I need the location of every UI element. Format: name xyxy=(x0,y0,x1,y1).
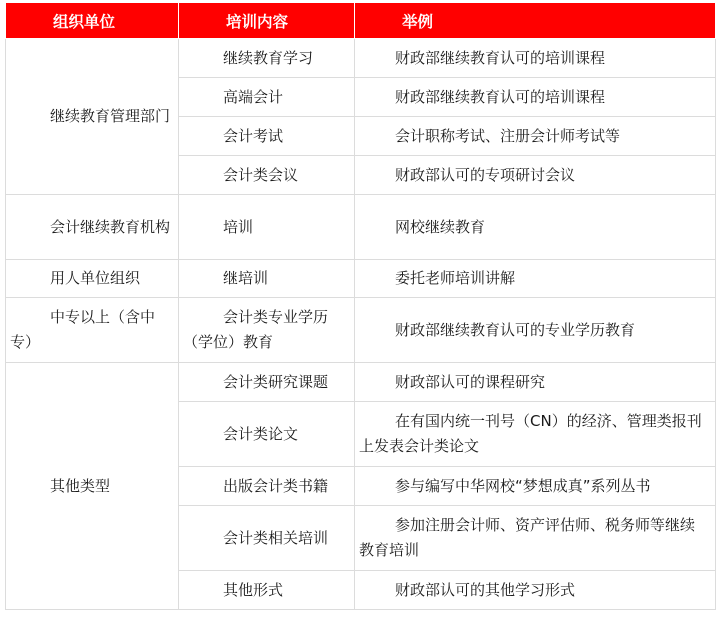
example-cell: 财政部继续教育认可的专业学历教育 xyxy=(355,298,716,363)
content-cell: 继续教育学习 xyxy=(179,39,355,78)
example-cell: 会计职称考试、注册会计师考试等 xyxy=(355,117,716,156)
table-header-row xyxy=(6,3,716,39)
content-cell: 继培训 xyxy=(179,260,355,298)
content-cell: 高端会计 xyxy=(179,78,355,117)
org-cell: 继续教育管理部门 xyxy=(6,39,179,195)
content-cell: 会计类相关培训 xyxy=(179,506,355,571)
table-row xyxy=(6,195,716,260)
header-org-unit: 组织单位 xyxy=(6,3,179,39)
header-example: 举例 xyxy=(355,3,716,39)
example-cell: 财政部认可的其他学习形式 xyxy=(355,571,716,610)
content-cell: 会计类论文 xyxy=(179,402,355,467)
example-cell: 委托老师培训讲解 xyxy=(355,260,716,298)
org-cell: 其他类型 xyxy=(6,363,179,610)
org-cell: 会计继续教育机构 xyxy=(6,195,179,260)
example-cell: 财政部继续教育认可的培训课程 xyxy=(355,78,716,117)
example-cell: 在有国内统一刊号（CN）的经济、管理类报刊上发表会计类论文 xyxy=(355,402,716,467)
content-cell: 会计类研究课题 xyxy=(179,363,355,402)
content-cell: 培训 xyxy=(179,195,355,260)
example-cell: 参加注册会计师、资产评估师、税务师等继续教育培训 xyxy=(355,506,716,571)
content-cell: 会计类专业学历（学位）教育 xyxy=(179,298,355,363)
example-cell: 财政部认可的专项研讨会议 xyxy=(355,156,716,195)
example-cell: 网校继续教育 xyxy=(355,195,716,260)
header-training-content: 培训内容 xyxy=(179,3,355,39)
content-cell: 其他形式 xyxy=(179,571,355,610)
example-cell: 参与编写中华网校“梦想成真”系列丛书 xyxy=(355,467,716,506)
org-cell: 中专以上（含中专） xyxy=(6,298,179,363)
example-cell: 财政部认可的课程研究 xyxy=(355,363,716,402)
table-row xyxy=(6,298,716,363)
training-table xyxy=(5,2,716,610)
table-row xyxy=(6,39,716,78)
org-cell: 用人单位组织 xyxy=(6,260,179,298)
content-cell: 会计考试 xyxy=(179,117,355,156)
content-cell: 出版会计类书籍 xyxy=(179,467,355,506)
table-row xyxy=(6,363,716,402)
table-row xyxy=(6,260,716,298)
content-cell: 会计类会议 xyxy=(179,156,355,195)
example-cell: 财政部继续教育认可的培训课程 xyxy=(355,39,716,78)
